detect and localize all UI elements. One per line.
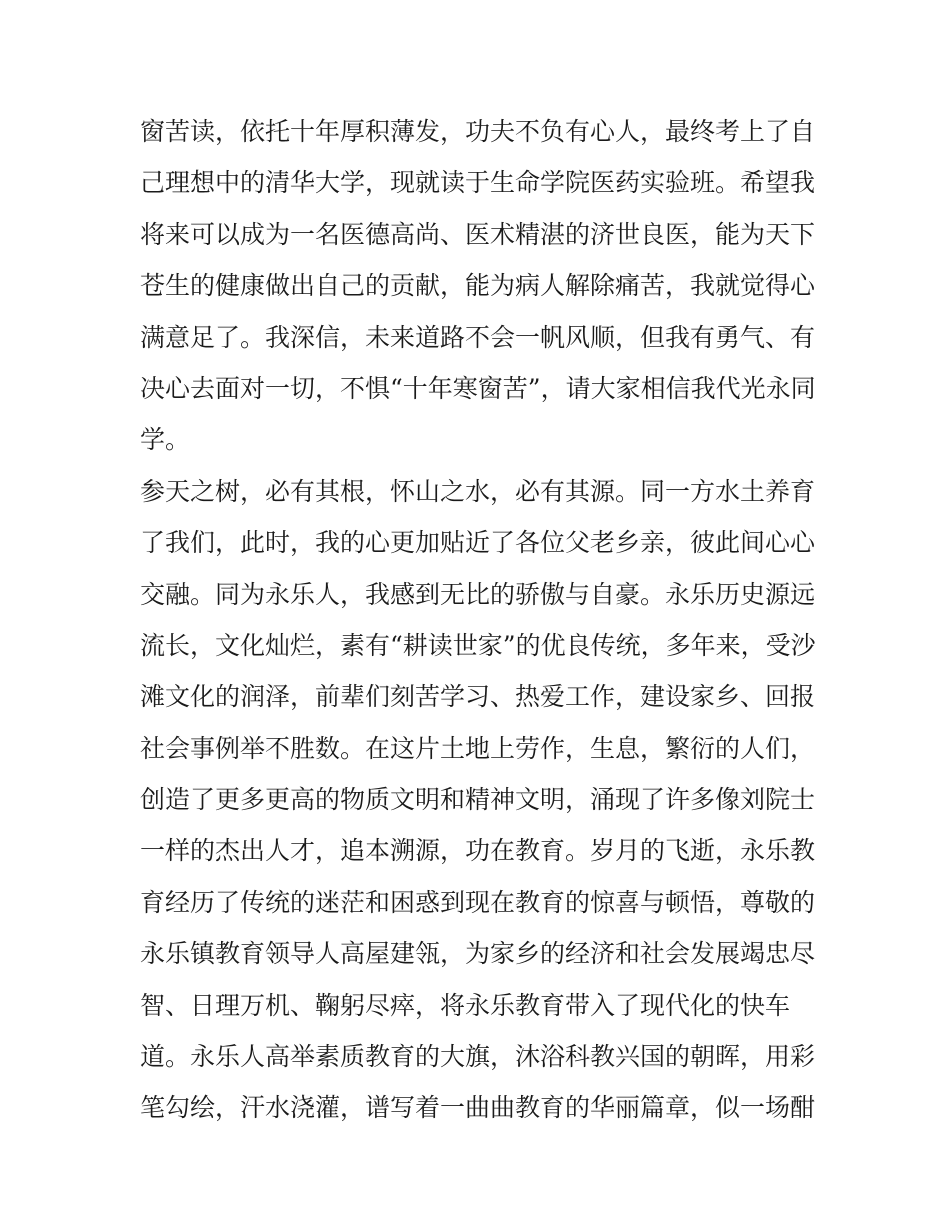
text-line: 窗苦读，依托十年厚积薄发，功夫不负有心人，最终考上了自 — [140, 117, 816, 146]
text-line: 一样的杰出人才，追本溯源，功在教育。岁月的飞逝，永乐教 — [140, 836, 816, 866]
text-line: 育经历了传统的迷茫和困惑到现在教育的惊喜与顿悟，尊敬的 — [140, 887, 816, 917]
text-line: 道。永乐人高举素质教育的大旗，沐浴科教兴国的朝晖，用彩 — [140, 1042, 816, 1072]
text-line: 智、日理万机、鞠躬尽瘁，将永乐教育带入了现代化的快车 — [140, 990, 791, 1020]
text-line: 决心去面对一切，不惧“十年寒窗苦”，请大家相信我代光永同 — [140, 373, 816, 403]
text-line: 将来可以成为一名医德高尚、医术精湛的济世良医，能为天下 — [140, 219, 816, 249]
text-line: 社会事例举不胜数。在这片土地上劳作，生息，繁衍的人们， — [140, 733, 816, 763]
text-line: 了我们，此时，我的心更加贴近了各位父老乡亲，彼此间心心 — [140, 528, 816, 558]
text-line: 满意足了。我深信，未来道路不会一帆风顺，但我有勇气、有 — [140, 322, 816, 352]
text-line: 创造了更多更高的物质文明和精神文明，涌现了许多像刘院士 — [140, 785, 816, 815]
paragraph-1 — [140, 106, 820, 466]
text-line: 学。 — [140, 425, 191, 455]
text-line: 己理想中的清华大学，现就读于生命学院医药实验班。希望我 — [140, 168, 816, 198]
text-line: 苍生的健康做出自己的贡献，能为病人解除痛苦，我就觉得心 — [140, 271, 816, 301]
text-line: 参天之树，必有其根，怀山之水，必有其源。同一方水土养育 — [140, 476, 816, 506]
body-text — [140, 106, 820, 1134]
text-line: 流长，文化灿烂，素有“耕读世家”的优良传统，多年来，受沙 — [140, 630, 816, 660]
paragraph-2 — [140, 466, 820, 1134]
text-line: 永乐镇教育领导人高屋建瓴，为家乡的经济和社会发展竭忠尽 — [140, 939, 816, 969]
text-line: 交融。同为永乐人，我感到无比的骄傲与自豪。永乐历史源远 — [140, 579, 816, 609]
text-line: 笔勾绘，汗水浇灌，谱写着一曲曲教育的华丽篇章，似一场酣 — [140, 1093, 816, 1123]
text-line: 滩文化的润泽，前辈们刻苦学习、热爱工作，建设家乡、回报 — [140, 682, 816, 712]
